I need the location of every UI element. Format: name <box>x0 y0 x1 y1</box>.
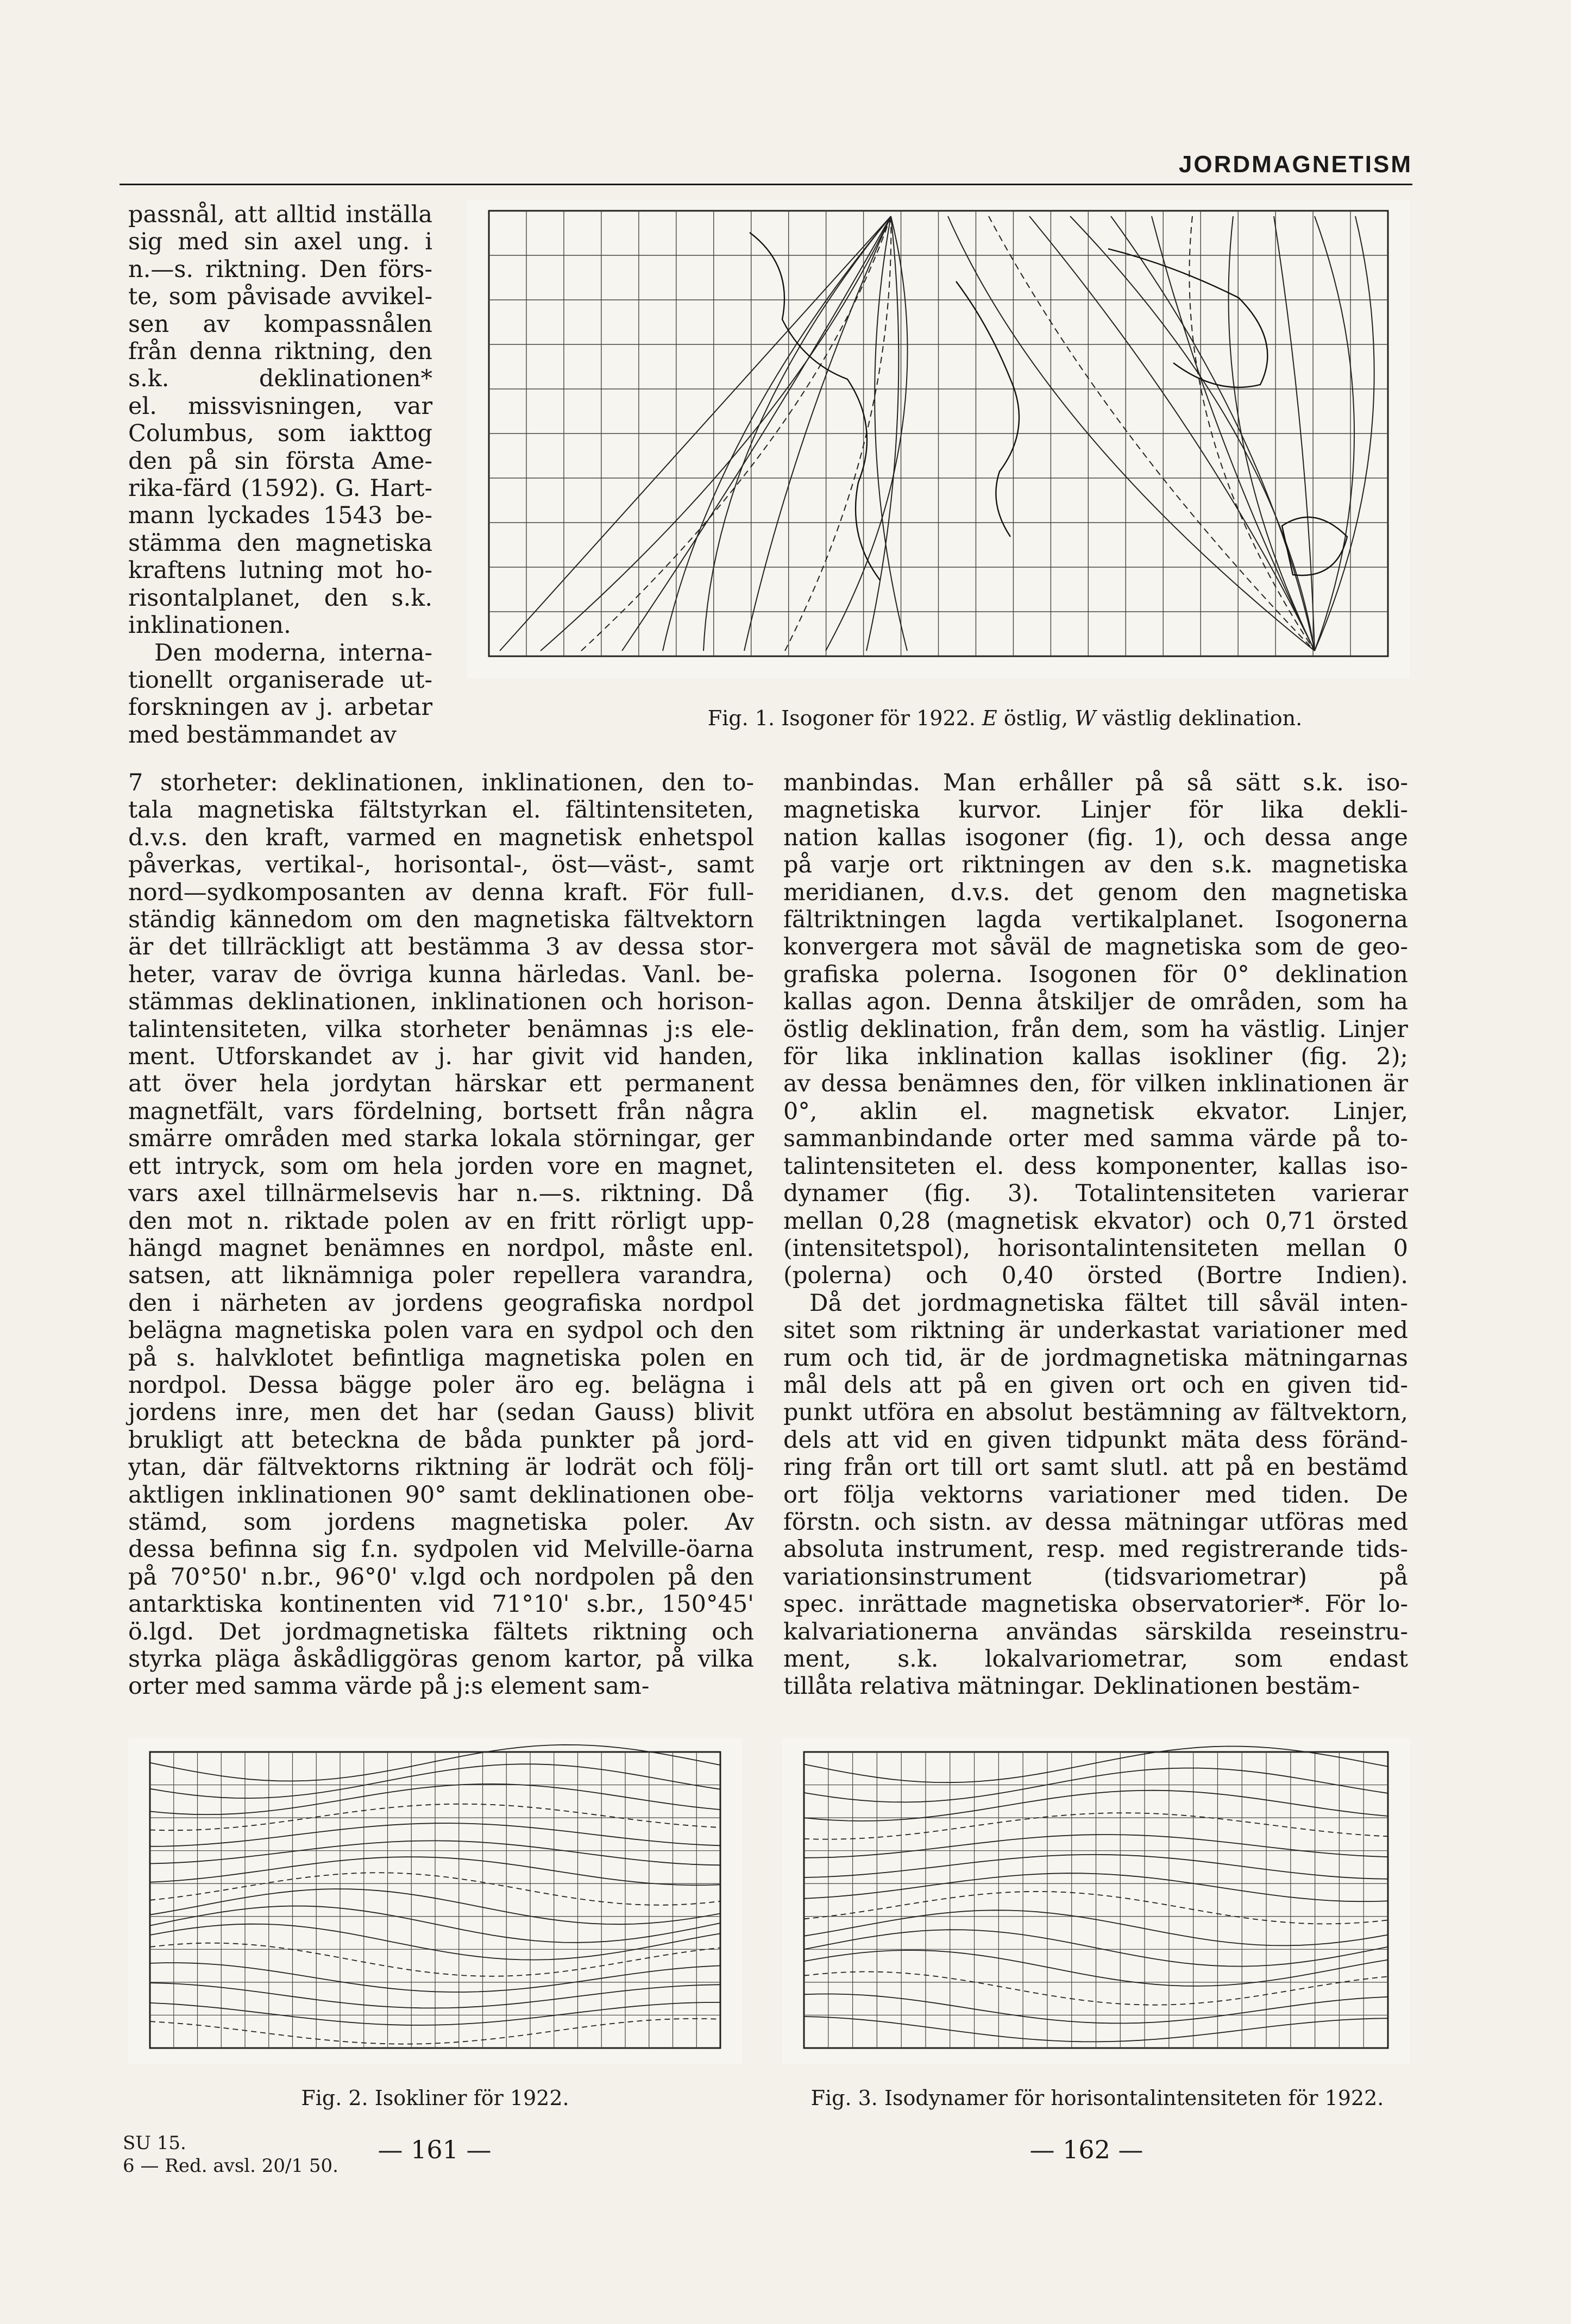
text-line: den i närheten av jordens geografiska nordpol <box>128 1289 754 1317</box>
page-number-right: — 162 — <box>1029 2135 1143 2164</box>
text-line: ö.lgd. Det jordmagnetiska fältets riktning och <box>128 1618 754 1645</box>
text-line: ytan, där fältvektorns riktning är lodrät och följ- <box>128 1454 754 1481</box>
text-line: el. missvisningen, var <box>128 392 432 420</box>
fig3-isodynam-map <box>782 1738 1410 2064</box>
text-line: meridianen, d.v.s. det genom den magnetiska <box>783 878 1408 906</box>
text-line: grafiska polerna. Isogonen för 0° deklination <box>783 960 1408 988</box>
text-line: på varje ort riktningen av den s.k. magnetiska <box>783 851 1408 879</box>
text-line: nation kallas isogoner (fig. 1), och dessa ange <box>783 824 1408 851</box>
header-rule <box>120 184 1412 185</box>
text-line: heter, varav de övriga kunna härledas. Vanl. be- <box>128 960 754 988</box>
text-line: magnetiska kurvor. Linjer för lika dekli- <box>783 796 1408 824</box>
text-line: ment, s.k. lokalvariometrar, som endast <box>783 1645 1408 1673</box>
text-line: stämma den magnetiska <box>128 529 432 557</box>
text-line: n.—s. riktning. Den förs- <box>128 255 432 283</box>
text-line: dessa befinna sig f.n. sydpolen vid Melville-öarna <box>128 1536 754 1563</box>
fig1-caption-suffix: västlig deklination. <box>1102 706 1303 730</box>
text-line: Den moderna, interna- <box>154 639 432 667</box>
text-line: 7 storheter: deklinationen, inklinationen, den to- <box>128 769 754 796</box>
text-line: sig med sin axel ung. i <box>128 228 432 256</box>
text-line: magnetfält, vars fördelning, bortsett från några <box>128 1097 754 1125</box>
running-header: JORDMAGNETISM <box>1178 151 1412 178</box>
text-line: kallas agon. Denna åtskiljer de områden, som ha <box>783 988 1408 1016</box>
text-line: kalvariationerna användas särskilda reseinstru- <box>783 1618 1408 1645</box>
text-line: på s. halvklotet befintliga magnetiska polen en <box>128 1344 754 1372</box>
text-line: är det tillräckligt att bestämma 3 av dessa stor- <box>128 933 754 961</box>
fig1-svg <box>467 200 1410 678</box>
text-line: forskningen av j. arbetar <box>128 694 432 721</box>
fig2-isoklin-map <box>128 1738 742 2064</box>
text-line: mål dels att på en given ort och en given tid- <box>783 1371 1408 1399</box>
text-line: talintensiteten el. dess komponenter, kallas iso- <box>783 1152 1408 1180</box>
fig1-caption-mid: östlig, <box>1003 706 1069 730</box>
text-line: (polerna) och 0,40 örsted (Bortre Indien). <box>783 1262 1408 1290</box>
text-line: från denna riktning, den <box>128 338 432 366</box>
text-line: s.k. deklinationen* <box>128 365 432 393</box>
text-line: mann lyckades 1543 be- <box>128 502 432 530</box>
text-line: smärre områden med starka lokala störningar, ger <box>128 1125 754 1153</box>
text-line: dels att vid en given tidpunkt mäta dess föränd- <box>783 1426 1408 1454</box>
text-line: för lika inklination kallas isokliner (fig. 2); <box>783 1043 1408 1071</box>
page-number-left: — 161 — <box>378 2135 492 2164</box>
text-line: mellan 0,28 (magnetisk ekvator) och 0,71 örsted <box>783 1207 1408 1235</box>
right-text-column <box>783 769 1408 1700</box>
fig1-caption <box>652 706 1358 730</box>
text-line: vars axel tillnärmelsevis har n.—s. riktning. Då <box>128 1180 754 1208</box>
text-line: av dessa benämnes den, för vilken inklinationen är <box>783 1070 1408 1098</box>
text-line: te, som påvisade avvikel- <box>128 283 432 311</box>
text-line: spec. inrättade magnetiska observatorier*. För lo- <box>783 1591 1408 1618</box>
text-line: ett intryck, som om hela jorden vore en magnet, <box>128 1152 754 1180</box>
text-line: tionellt organiserade ut- <box>128 666 432 694</box>
text-line: brukligt att beteckna de båda punkter på jord- <box>128 1426 754 1454</box>
coastline <box>1282 517 1347 575</box>
text-line: nordpol. Dessa bägge poler äro eg. belägna i <box>128 1371 754 1399</box>
text-line: ort följa vektorns variationer med tiden. De <box>783 1481 1408 1509</box>
footer-note <box>123 2132 338 2177</box>
text-line: absoluta instrument, resp. med registrerande tids- <box>783 1536 1408 1563</box>
text-line: variationsinstrument (tidsvariometrar) på <box>783 1563 1408 1591</box>
text-line: konvergera mot såväl de magnetiska som de geo- <box>783 933 1408 961</box>
text-line: med bestämmandet av <box>128 721 397 749</box>
text-line: Columbus, som iakttog <box>128 420 432 448</box>
text-line: påverkas, vertikal-, horisontal-, öst—väst-, samt <box>128 851 754 879</box>
text-line: rika-färd (1592). G. Hart- <box>128 475 432 503</box>
text-line: talintensiteten, vilka storheter benämnas j:s ele- <box>128 1015 754 1043</box>
text-line: ständig kännedom om den magnetiska fältvektorn <box>128 906 754 934</box>
left-text-column <box>128 769 754 1700</box>
text-line: sammanbindande orter med samma värde på to- <box>783 1125 1408 1153</box>
text-line: sen av kompassnålen <box>128 310 432 338</box>
text-line: ring från ort till ort samt slutl. att på en bestämd <box>783 1454 1408 1481</box>
fig2-svg <box>128 1738 742 2064</box>
text-line: punkt utföra en absolut bestämning av fältvektorn, <box>783 1399 1408 1427</box>
text-line: hängd magnet benämnes en nordpol, måste enl. <box>128 1234 754 1262</box>
text-line: kraftens lutning mot ho- <box>128 557 432 585</box>
text-line: på 70°50' n.br., 96°0' v.lgd och nordpolen på den <box>128 1563 754 1591</box>
coastline <box>956 281 1019 537</box>
text-line: (intensitetspol), horisontalintensiteten mellan 0 <box>783 1234 1408 1262</box>
text-line: jordens inre, men det har (sedan Gauss) blivit <box>128 1399 754 1427</box>
text-line: manbindas. Man erhåller på så sätt s.k. iso- <box>783 769 1408 796</box>
text-line: sitet som riktning är underkastat variationer med <box>783 1317 1408 1345</box>
fig1-caption-w: W <box>1074 706 1096 730</box>
text-line: den mot n. riktade polen av en fritt rörligt upp- <box>128 1207 754 1235</box>
text-line: d.v.s. den kraft, varmed en magnetisk enhetspol <box>128 824 754 851</box>
fig1-caption-prefix: Fig. 1. Isogoner för 1922. <box>707 706 976 730</box>
text-line: tillåta relativa mätningar. Deklinationen bestäm- <box>783 1673 1360 1700</box>
text-line: passnål, att alltid inställa <box>128 201 432 228</box>
text-line: förstn. och sistn. av dessa mätningar utföras med <box>783 1508 1408 1536</box>
text-line: fältriktningen lagda vertikalplanet. Isogonerna <box>783 906 1408 934</box>
text-line: nord—sydkomposanten av denna kraft. För full- <box>128 878 754 906</box>
text-line: ment. Utforskandet av j. har givit vid handen, <box>128 1043 754 1071</box>
text-line: att över hela jordytan härskar ett permanent <box>128 1070 754 1098</box>
text-line: satsen, att liknämniga poler repellera varandra, <box>128 1262 754 1290</box>
text-line: 0°, aklin el. magnetisk ekvator. Linjer, <box>783 1097 1408 1125</box>
text-line: den på sin första Ame- <box>128 447 432 475</box>
text-line: dynamer (fig. 3). Totalintensiteten varierar <box>783 1180 1408 1208</box>
text-line: stämd, som jordens magnetiska poler. Av <box>128 1508 754 1536</box>
text-line: orter med samma värde på j:s element sam- <box>128 1673 650 1700</box>
text-line: antarktiska kontinenten vid 71°10' s.br., 150°45' <box>128 1591 754 1618</box>
fig1-isogon-map <box>467 200 1410 678</box>
text-line: Då det jordmagnetiska fältet till såväl inten- <box>809 1289 1408 1317</box>
text-line: aktligen inklinationen 90° samt deklinationen obe- <box>128 1481 754 1509</box>
text-line: östlig deklination, från dem, som ha västlig. Linjer <box>783 1015 1408 1043</box>
text-line: belägna magnetiska polen vara en sydpol och den <box>128 1317 754 1345</box>
text-line: tala magnetiska fältstyrkan el. fältintensiteten, <box>128 796 754 824</box>
fig1-caption-e: E <box>982 706 997 730</box>
intro-column <box>128 201 432 749</box>
text-line: styrka pläga åskådliggöras genom kartor, på vilka <box>128 1645 754 1673</box>
text-line: inklinationen. <box>128 612 291 639</box>
fig2-caption: Fig. 2. Isokliner för 1922. <box>301 2086 569 2110</box>
text-line: risontalplanet, den s.k. <box>128 584 432 612</box>
footer-line1: SU 15. <box>123 2132 186 2154</box>
fig3-svg <box>782 1738 1410 2064</box>
text-line: rum och tid, är de jordmagnetiska mätningarnas <box>783 1344 1408 1372</box>
fig3-caption: Fig. 3. Isodynamer för horisontalintensiteten för 1922. <box>810 2086 1384 2110</box>
text-line: stämmas deklinationen, inklinationen och horison- <box>128 988 754 1016</box>
footer-line2: 6 — Red. avsl. 20/1 50. <box>123 2155 338 2177</box>
coastline <box>1108 249 1267 387</box>
